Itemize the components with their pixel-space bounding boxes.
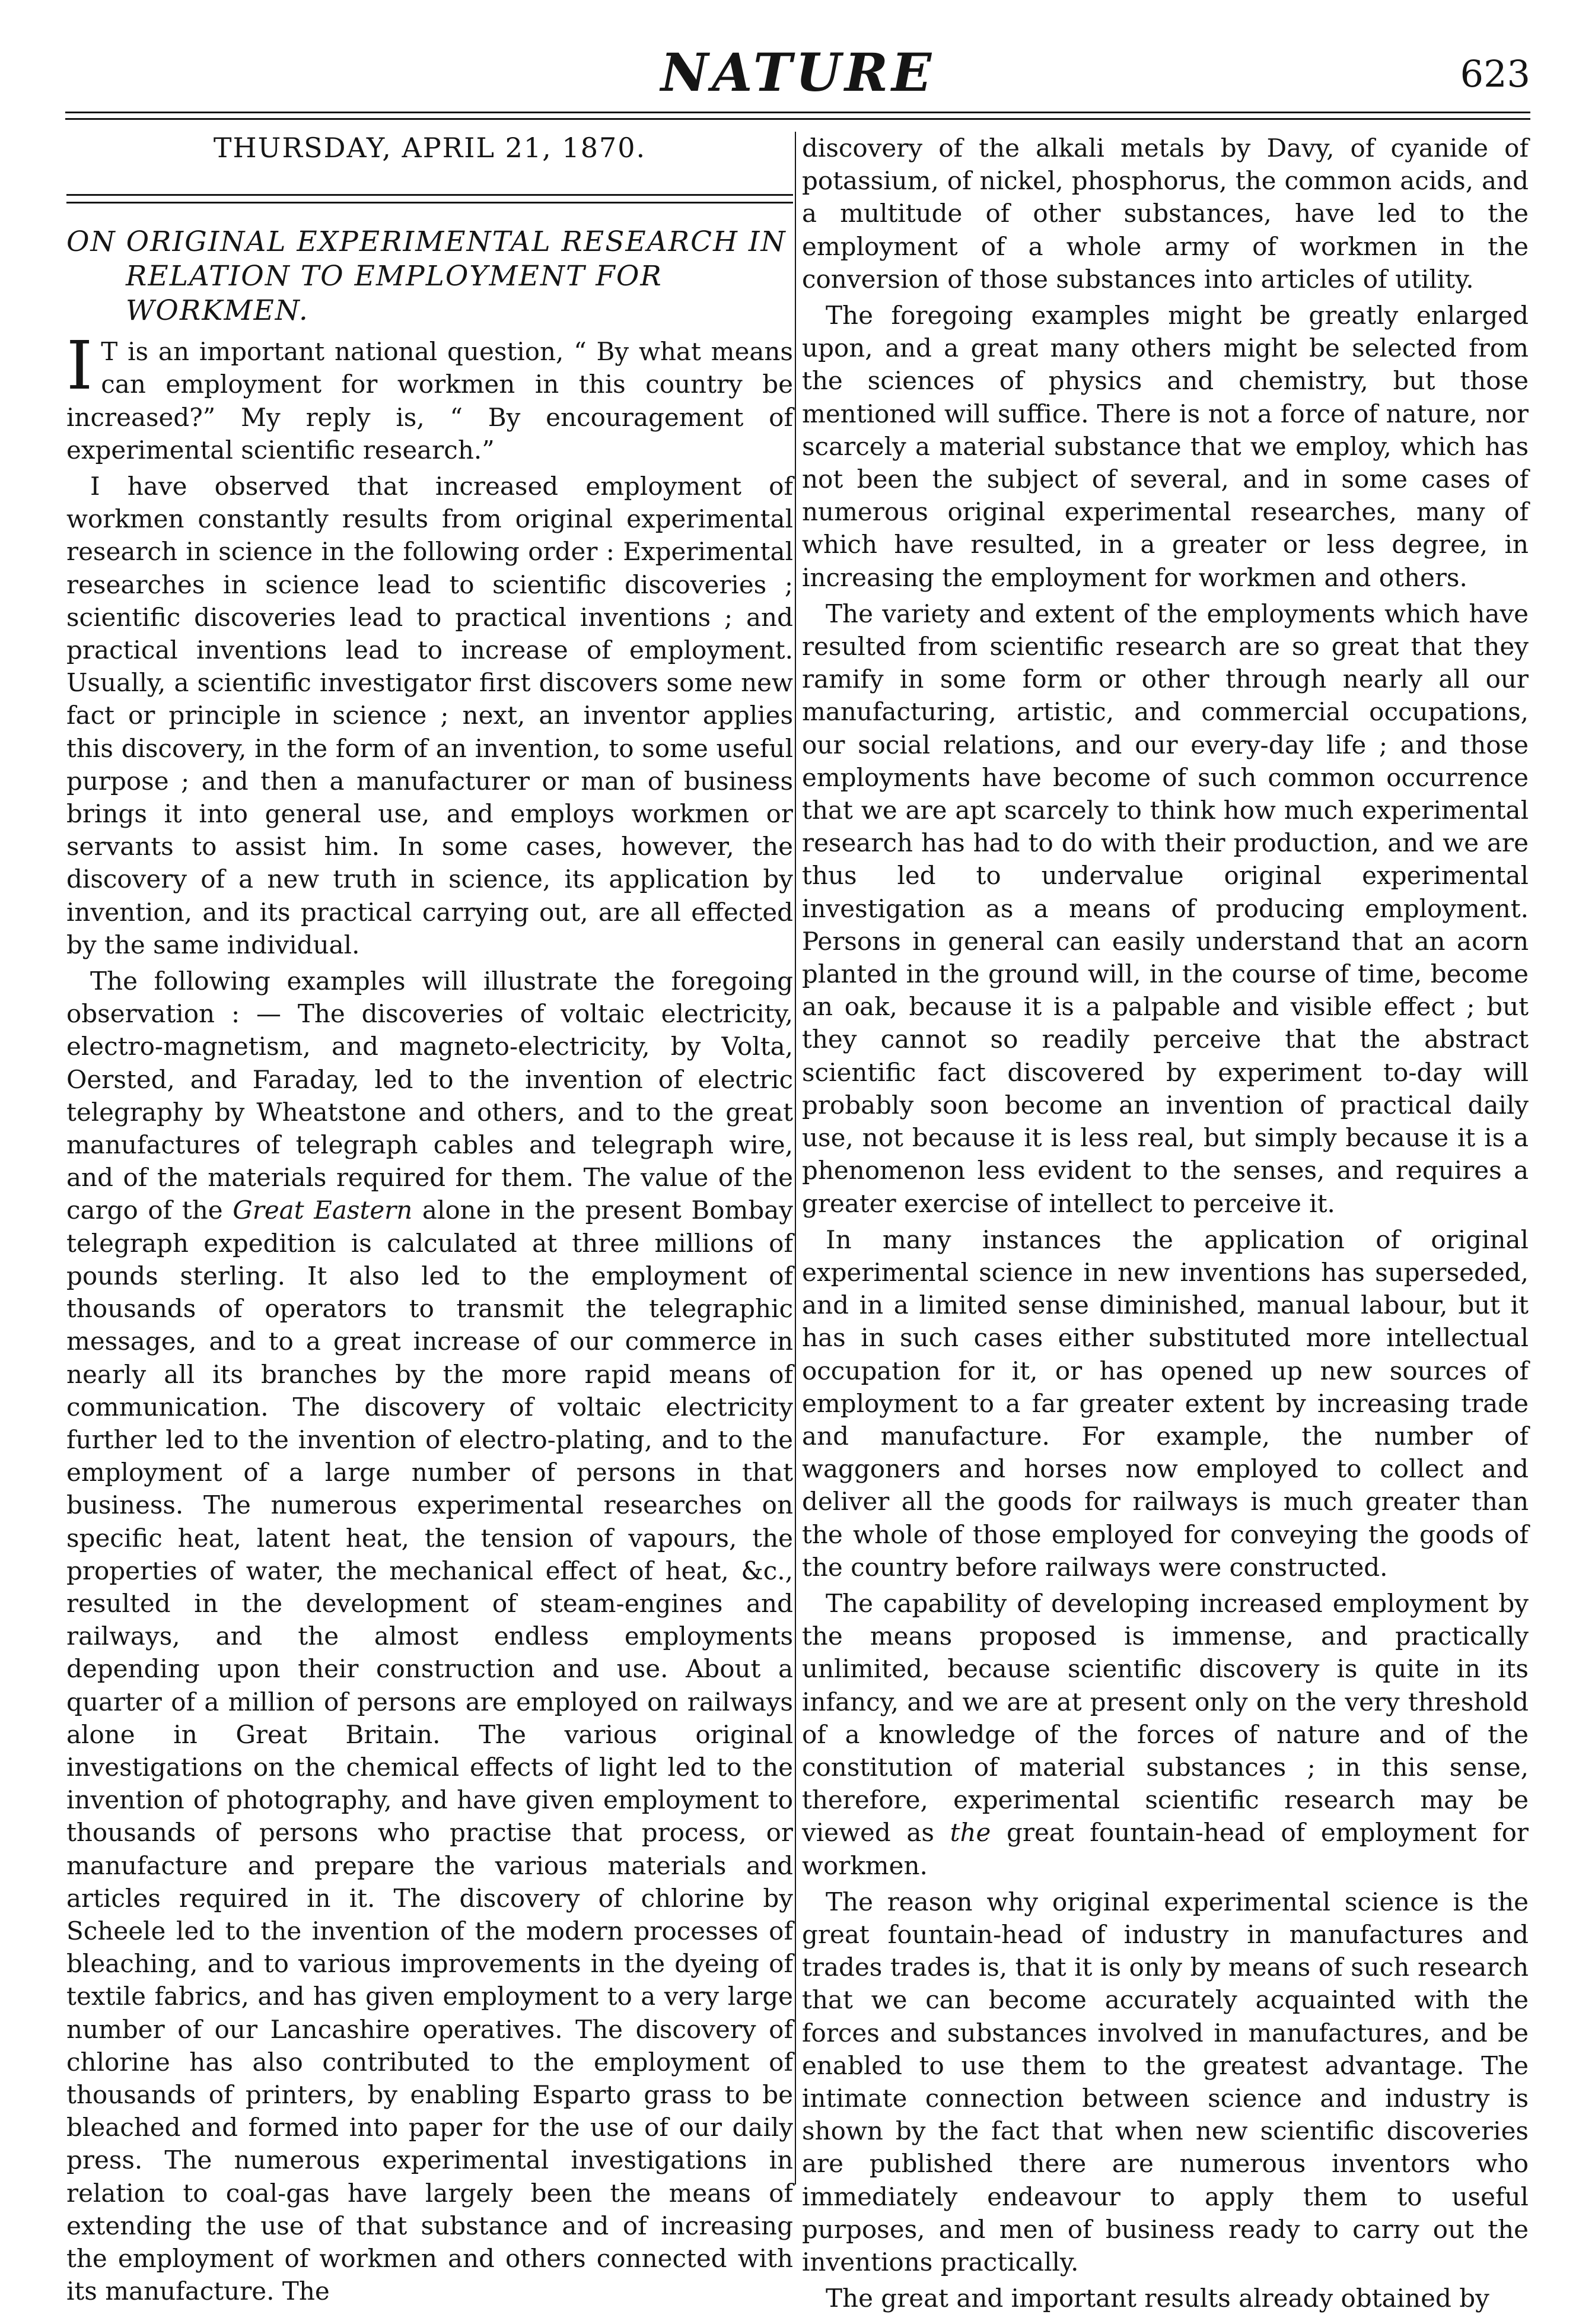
paragraph-8: The reason why original experimental science is the great fountain-head of industry in manufactures and trades trades is, that it is only by means of such research that we can become accurately acquainted with the forces and substances involved in manufactures, and be enabled to use them to the greatest advantage. The intimate connection between science and industry is shown by the fact that when new scientific discoveries are published there are numerous inventors who immediately endeavour to apply them to useful purposes, and men of business ready to carry out the inventions practically. — [802, 1887, 1529, 2277]
article-title: ON ORIGINAL EXPERIMENTAL RESEARCH IN RELATION TO EMPLOYMENT FOR WORKMEN. — [66, 225, 787, 328]
paragraph-1 — [66, 328, 793, 466]
drop-cap: I — [66, 328, 93, 405]
right-column — [802, 132, 1529, 2318]
page-number: 623 — [1460, 52, 1530, 96]
paragraph-3-text-b: alone in the present Bombay telegraph expedition is calculated at three millions of pounds sterling. It also led to the employment of thousands of operators to transmit the telegraphic messages, and to a great increase of our commerce in nearly all its branches by the more rapid means of communication. The discovery of voltaic electricity further led to the invention of electro-plating, and to the employment of a large number of persons in that business. The numerous experimental researches on specific heat, latent heat, the tension of vapours, the properties of water, the mechanical effect of heat, &c., resulted in the development of steam-engines and railways, and the almost endless employments depending upon their construction and use. About a quarter of a million of persons are employed on railways alone in Great Britain. The various original investigations on the chemical effects of light led to the invention of photography, and have given employment to thousands of persons who practise that process, or manufacture and prepare the various materials and articles required in it. The discovery of chlorine by Scheele led to the invention of the modern processes of bleaching, and to various improvements in the dyeing of textile fabrics, and has given employment to a very large number of our Lancashire operatives. The discovery of chlorine has also contributed to the employment of thousands of printers, by enabling Esparto grass to be bleached and formed into paper for the use of our daily press. The numerous experimental investigations in relation to coal-gas have largely been the means of extending the use of that substance and of increasing the employment of workmen and others connected with its manufacture. The — [66, 1196, 793, 2306]
ship-name: Great Eastern — [233, 1196, 413, 1225]
paragraph-3-text-a: The following examples will illustrate the foregoing observation : — The discoveries of voltaic electricity, electro-magnetism, and magneto-electricity, by Volta, Oersted, and Faraday, led to the invention of electric telegraphy by Wheatstone and others, and to the great manufactures of telegraph cables and telegraph wire, and of the materials required for them. The value of the cargo of the — [66, 967, 793, 1225]
paragraph-6: In many instances the application of original experimental science in new inventions has superseded, and in a limited sense diminished, manual labour, but it has in such cases either substituted more intellectual occupation for it, or has opened up new sources of employment to a far greater extent by increasing trade and manufacture. For example, the number of waggoners and horses now employed to collect and deliver all the goods for railways is much greater than the whole of those employed for conveying the goods of the country before railways were constructed. — [802, 1225, 1529, 1582]
section-rule — [66, 194, 793, 204]
paragraph-2: I have observed that increased employment of workmen constantly results from original experimental research in science in the following order : Experimental researches in science lead to scientific discoveries ; scientific discoveries lead to practical inventions ; and practical inventions lead to increase of employment. Usually, a scientific investigator first discovers some new fact or principle in science ; next, an inventor applies this discovery, in the form of an invention, to some useful purpose ; and then a manufacturer or man of business brings it into general use, and employs workmen or servants to assist him. In some cases, however, the discovery of a new truth in science, its application by invention, and its practical carrying out, are all effected by the same individual. — [66, 472, 793, 959]
column-divider — [795, 132, 796, 2185]
paragraph-3-continued: discovery of the alkali metals by Davy, of cyanide of potassium, of nickel, phosphorus, the common acids, and a multitude of other substances, have led to the employment of a whole army of workmen in the conversion of those substances into articles of utility. — [802, 133, 1529, 294]
paragraph-7-text-b: great fountain-head of employment for workmen. — [802, 1818, 1529, 1880]
paragraph-9: The great and important results already obtained by — [826, 2284, 1489, 2313]
emphasis-the: the — [950, 1818, 991, 1848]
paragraph-7 — [802, 1587, 1529, 1882]
header-rule — [65, 112, 1530, 120]
dateline: THURSDAY, APRIL 21, 1870. — [213, 132, 647, 164]
journal-title: NATURE — [660, 42, 935, 103]
paragraph-4: The foregoing examples might be greatly enlarged upon, and a great many others might be selected from the sciences of physics and chemistry, but those mentioned will suffice. There is not a force of nature, nor scarcely a material substance that we employ, which has not been the subject of several, and in some cases of numerous original experimental researches, many of which have resulted, in a greater or less degree, in increasing the employment for workmen and others. — [802, 301, 1529, 592]
paragraph-7-text-a: The capability of developing increased employment by the means proposed is immense, and practically unlimited, because scientific discovery is quite in its infancy, and we are at present only on the very threshold of a knowledge of the forces of nature and of the constitution of material substances ; in this sense, therefore, experimental scientific research may be viewed as — [802, 1588, 1529, 1848]
paragraph-3 — [66, 965, 793, 2307]
paragraph-1-text: T is an important national question, “ By what means can employment for workmen in this country be increased?” My reply is, “ By encouragement of experimental scientific research.” — [66, 337, 793, 465]
paragraph-5: The variety and extent of the employments which have resulted from scientific research are so great that they ramify in some form or other through nearly all our manufacturing, artistic, and commercial occupations, our social relations, and our every-day life ; and those employments have become of such common occurrence that we are apt scarcely to think how much experimental research has had to do with their production, and we are thus led to undervalue original experimental investigation as a means of producing employment. Persons in general can easily understand that an acorn planted in the ground will, in the course of time, become an oak, because it is a palpable and visible effect ; but they cannot so readily perceive that the abstract scientific fact discovered by experiment to-day will probably soon become an invention of practical daily use, not because it is less real, but simply because it is a phenomenon less evident to the senses, and requires a greater exercise of intellect to perceive it. — [802, 599, 1529, 1218]
running-header — [65, 42, 1530, 107]
left-column — [66, 132, 793, 2311]
